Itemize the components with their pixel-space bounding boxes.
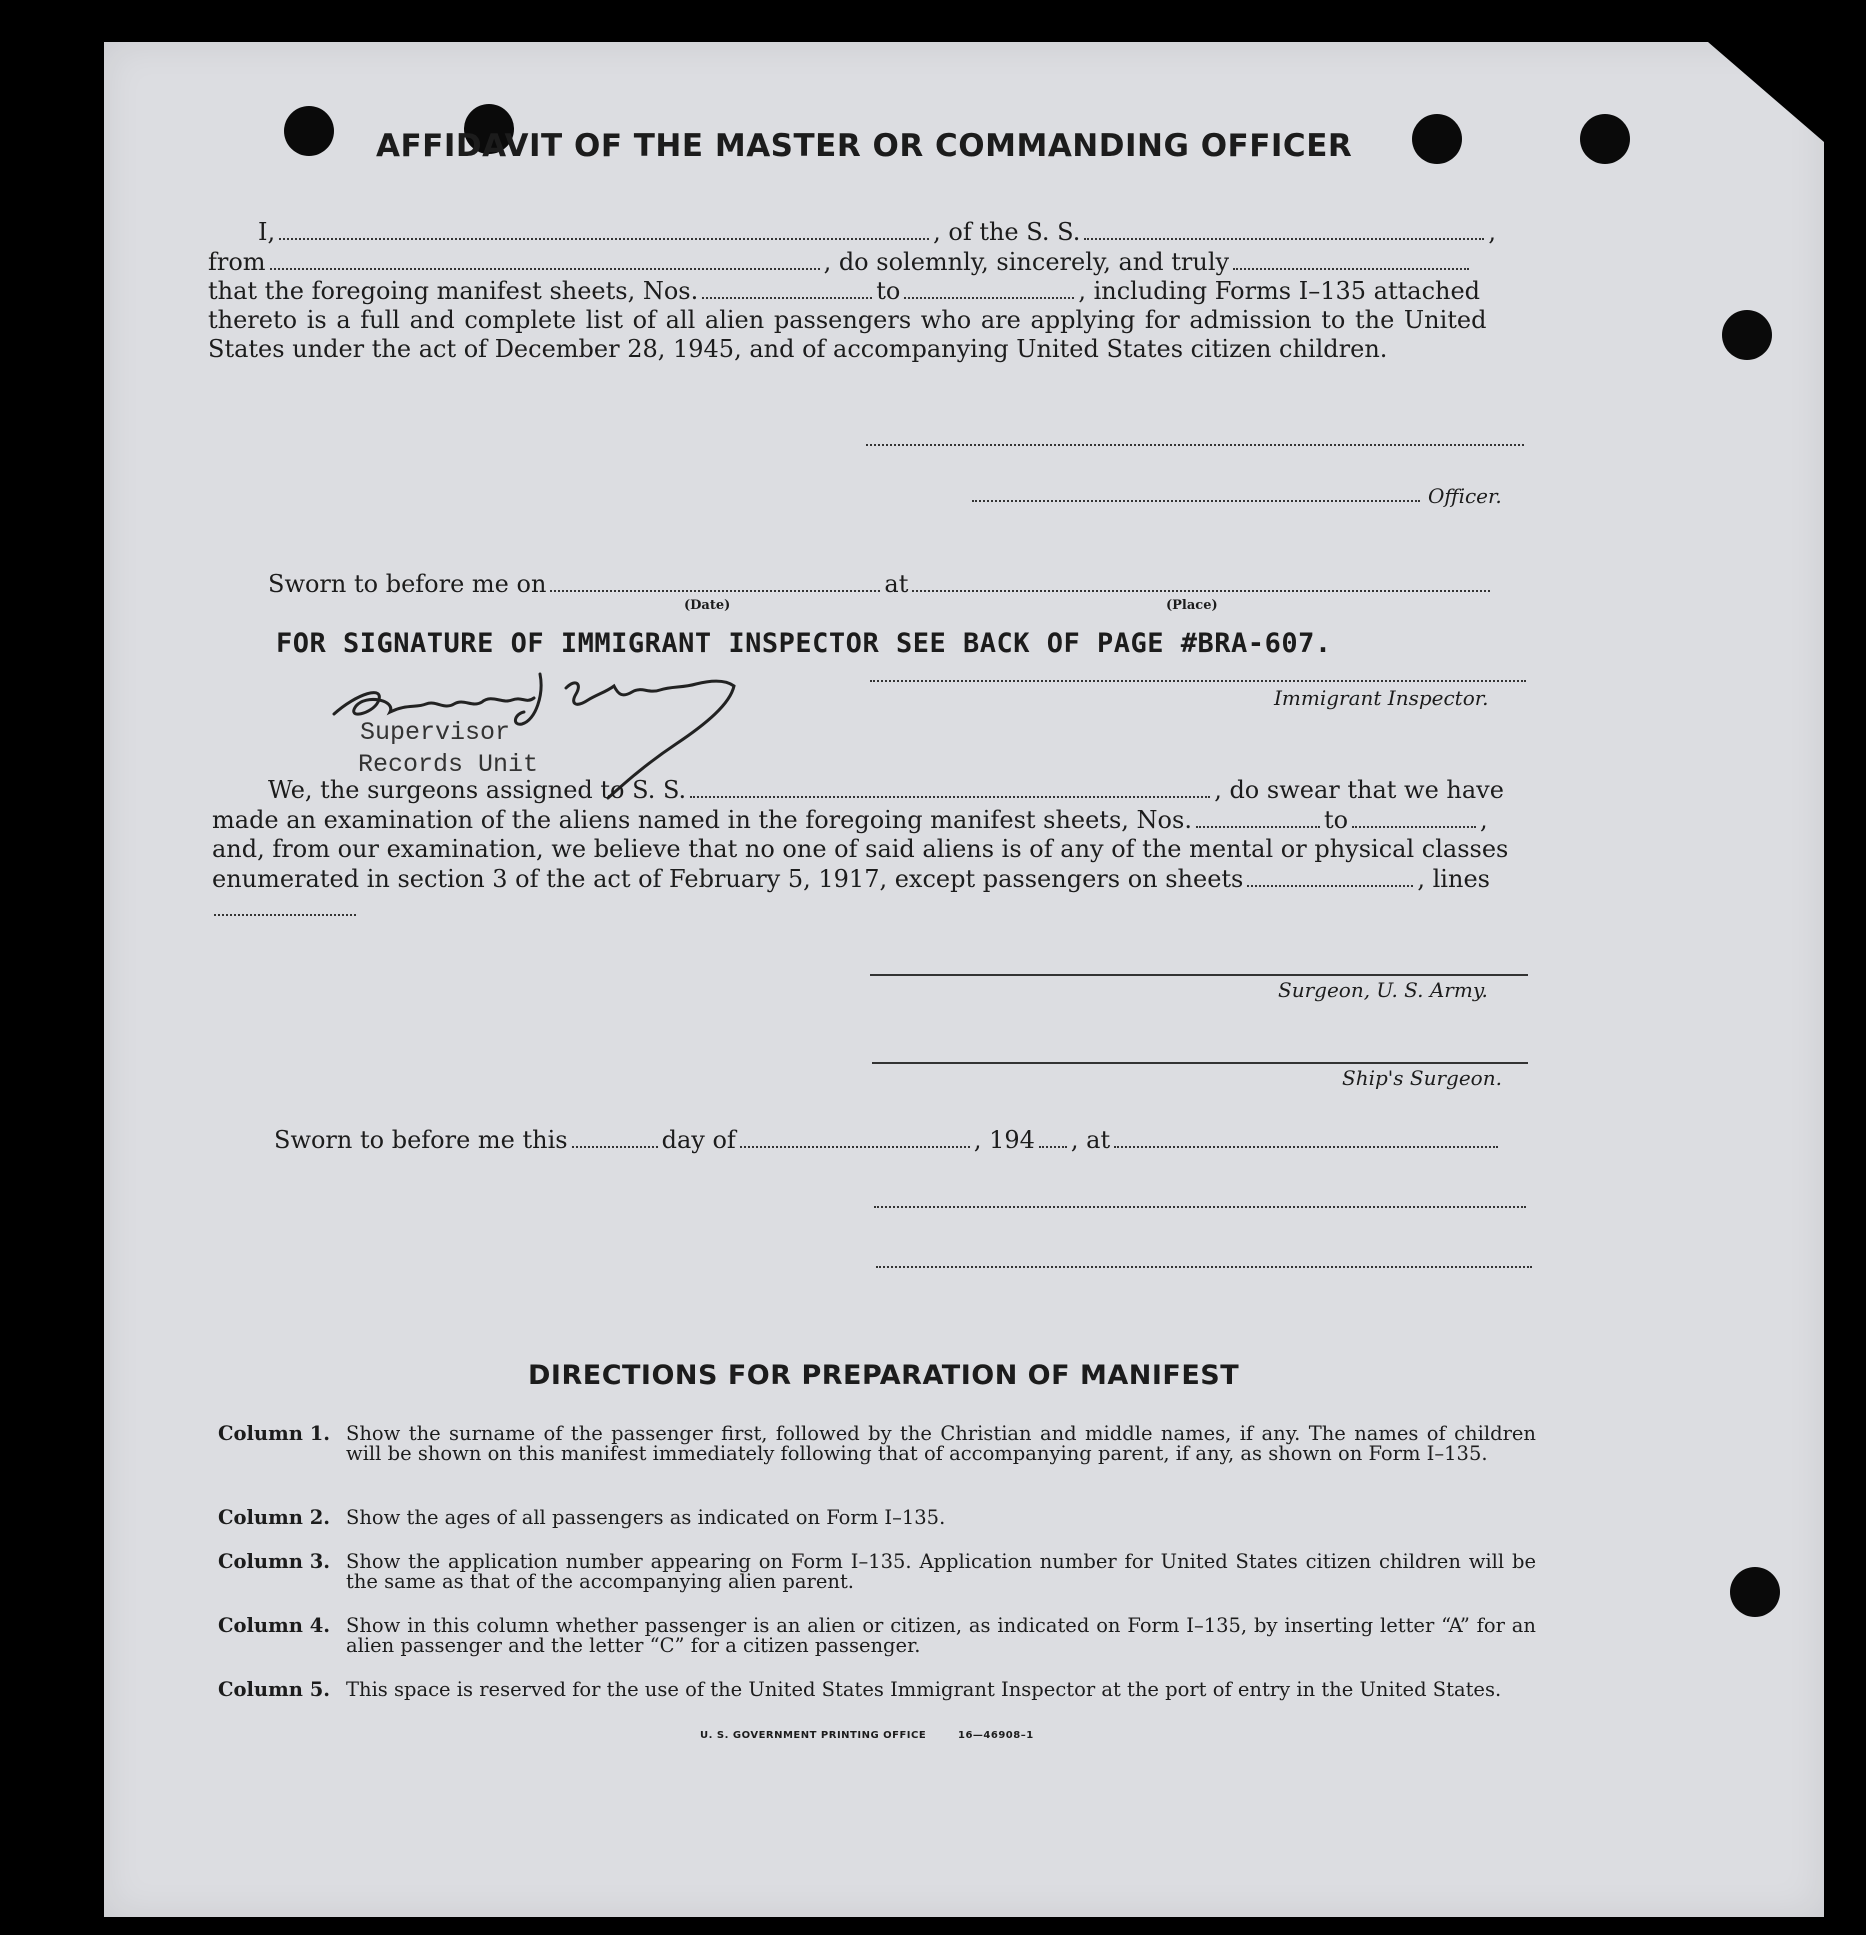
direction-text: Show the surname of the passenger first, followed by the Christian and middle names, if any. The names of children will be shown on this manifest immediately following that of accompanying parent, if any, as shown on Form I–135. — [346, 1422, 1536, 1465]
footer-printer: U. S. GOVERNMENT PRINTING OFFICE — [700, 1730, 927, 1741]
officer-title-line-2 — [876, 1266, 1532, 1268]
inspector-signature-line — [870, 680, 1526, 682]
text-to: to — [876, 277, 901, 305]
master-signature-line — [866, 444, 1524, 446]
text-comma-2: , — [1480, 806, 1488, 834]
direction-text: Show the application number appearing on Form I–135. Application number for United States citizen children will be the same as that of the accompanying alien parent. — [346, 1550, 1536, 1593]
direction-label: Column 3. — [218, 1550, 331, 1573]
page-title: AFFIDAVIT OF THE MASTER OR COMMANDING OFFICER — [376, 128, 1353, 164]
text-sworn-this: Sworn to before me this — [274, 1126, 568, 1154]
text-solemnly: , do solemnly, sincerely, and truly — [823, 248, 1230, 276]
text-enumerated: enumerated in section 3 of the act of February 5, 1917, except passengers on sheets — [212, 865, 1244, 893]
text-at: at — [884, 570, 909, 598]
surgeons-line-3: and, from our examination, we believe that no one of said aliens is of any of the mental or physical classes — [212, 835, 1509, 863]
blank-day — [572, 1146, 658, 1148]
text-year: , 194 — [973, 1126, 1035, 1154]
blank-sheets — [1247, 885, 1413, 887]
directions-title: DIRECTIONS FOR PREPARATION OF MANIFEST — [528, 1360, 1240, 1391]
army-surgeon-signature-line — [870, 974, 1528, 976]
blank-master-name — [279, 238, 929, 240]
direction-text: This space is reserved for the use of the United States Immigrant Inspector at the port of entry in the United States. — [346, 1678, 1502, 1701]
army-surgeon-label: Surgeon, U. S. Army. — [1278, 978, 1488, 1002]
text-lines: , lines — [1417, 865, 1490, 893]
text-including: , including Forms I–135 attached — [1078, 277, 1481, 305]
blank-month — [740, 1146, 970, 1148]
text-day-of: day of — [661, 1126, 736, 1154]
direction-label: Column 4. — [218, 1614, 331, 1637]
sworn-this-line — [274, 1126, 1502, 1154]
text-do-swear: , do swear that we have — [1214, 776, 1504, 804]
blank-surgeon-ship — [690, 796, 1210, 798]
direction-text: Show the ages of all passengers as indicated on Form I–135. — [346, 1506, 946, 1529]
punch-hole — [284, 106, 334, 156]
blank-lines — [214, 914, 356, 916]
text-manifest-sheets: that the foregoing manifest sheets, Nos. — [208, 277, 699, 305]
surgeons-line-4 — [212, 865, 1490, 893]
blank-from-port — [270, 268, 820, 270]
text-i: I, — [258, 218, 276, 246]
officer-signature-line-2 — [874, 1206, 1526, 1208]
text-at-2: , at — [1070, 1126, 1111, 1154]
affidavit-line-4: thereto is a full and complete list of all alien passengers who are applying for admission to the United — [208, 306, 1487, 334]
affidavit-line-3 — [208, 277, 1480, 305]
surgeons-line-1 — [268, 776, 1504, 804]
blank-sheet-from-2 — [1196, 826, 1320, 828]
direction-label: Column 5. — [218, 1678, 331, 1701]
punch-hole — [1580, 114, 1630, 164]
blank-sheet-to — [904, 297, 1074, 299]
blank-place-2 — [1114, 1146, 1498, 1148]
punch-hole — [1722, 310, 1772, 360]
supervisor-title: Supervisor — [360, 718, 511, 747]
text-made-examination: made an examination of the aliens named in the foregoing manifest sheets, Nos. — [212, 806, 1192, 834]
date-caption: (Date) — [684, 598, 731, 613]
text-of-ss: , of the S. S. — [933, 218, 1081, 246]
direction-label: Column 2. — [218, 1506, 331, 1529]
blank-date — [550, 590, 880, 592]
place-caption: (Place) — [1166, 598, 1218, 613]
sworn-on-line — [268, 570, 1494, 598]
surgeons-line-2 — [212, 806, 1488, 834]
torn-corner — [1708, 42, 1824, 142]
ship-surgeon-label: Ship's Surgeon. — [1342, 1066, 1502, 1090]
blank-year-digit — [1039, 1146, 1067, 1148]
blank-swear — [1233, 268, 1469, 270]
affidavit-line-5: States under the act of December 28, 1945, and of accompanying United States citizen children. — [208, 335, 1388, 363]
officer-label: Officer. — [1428, 484, 1502, 508]
text-from: from — [208, 248, 266, 276]
officer-signature-line — [972, 500, 1420, 502]
blank-sheet-from — [702, 297, 872, 299]
inspector-stamp: FOR SIGNATURE OF IMMIGRANT INSPECTOR SEE BACK OF PAGE #BRA-607. — [276, 628, 1332, 659]
affidavit-line-2 — [208, 248, 1473, 276]
affidavit-line-1 — [258, 218, 1496, 246]
text-comma: , — [1488, 218, 1496, 246]
direction-text: Show in this column whether passenger is an alien or citizen, as indicated on Form I–135, by inserting letter “A” for an alien passenger and the letter “C” for a citizen passenger. — [346, 1614, 1536, 1657]
punch-hole — [1412, 114, 1462, 164]
records-unit: Records Unit — [358, 750, 539, 779]
blank-ship-name — [1084, 238, 1484, 240]
inspector-label: Immigrant Inspector. — [1274, 686, 1489, 710]
text-we-surgeons: We, the surgeons assigned to S. S. — [268, 776, 687, 804]
punch-hole — [1730, 1567, 1780, 1617]
footer-form-number: 16—46908–1 — [958, 1730, 1034, 1741]
text-to-2: to — [1323, 806, 1349, 834]
direction-label: Column 1. — [218, 1422, 331, 1445]
ship-surgeon-signature-line — [872, 1062, 1528, 1064]
blank-sheet-to-2 — [1352, 826, 1476, 828]
blank-place — [912, 590, 1490, 592]
text-sworn-on: Sworn to before me on — [268, 570, 547, 598]
